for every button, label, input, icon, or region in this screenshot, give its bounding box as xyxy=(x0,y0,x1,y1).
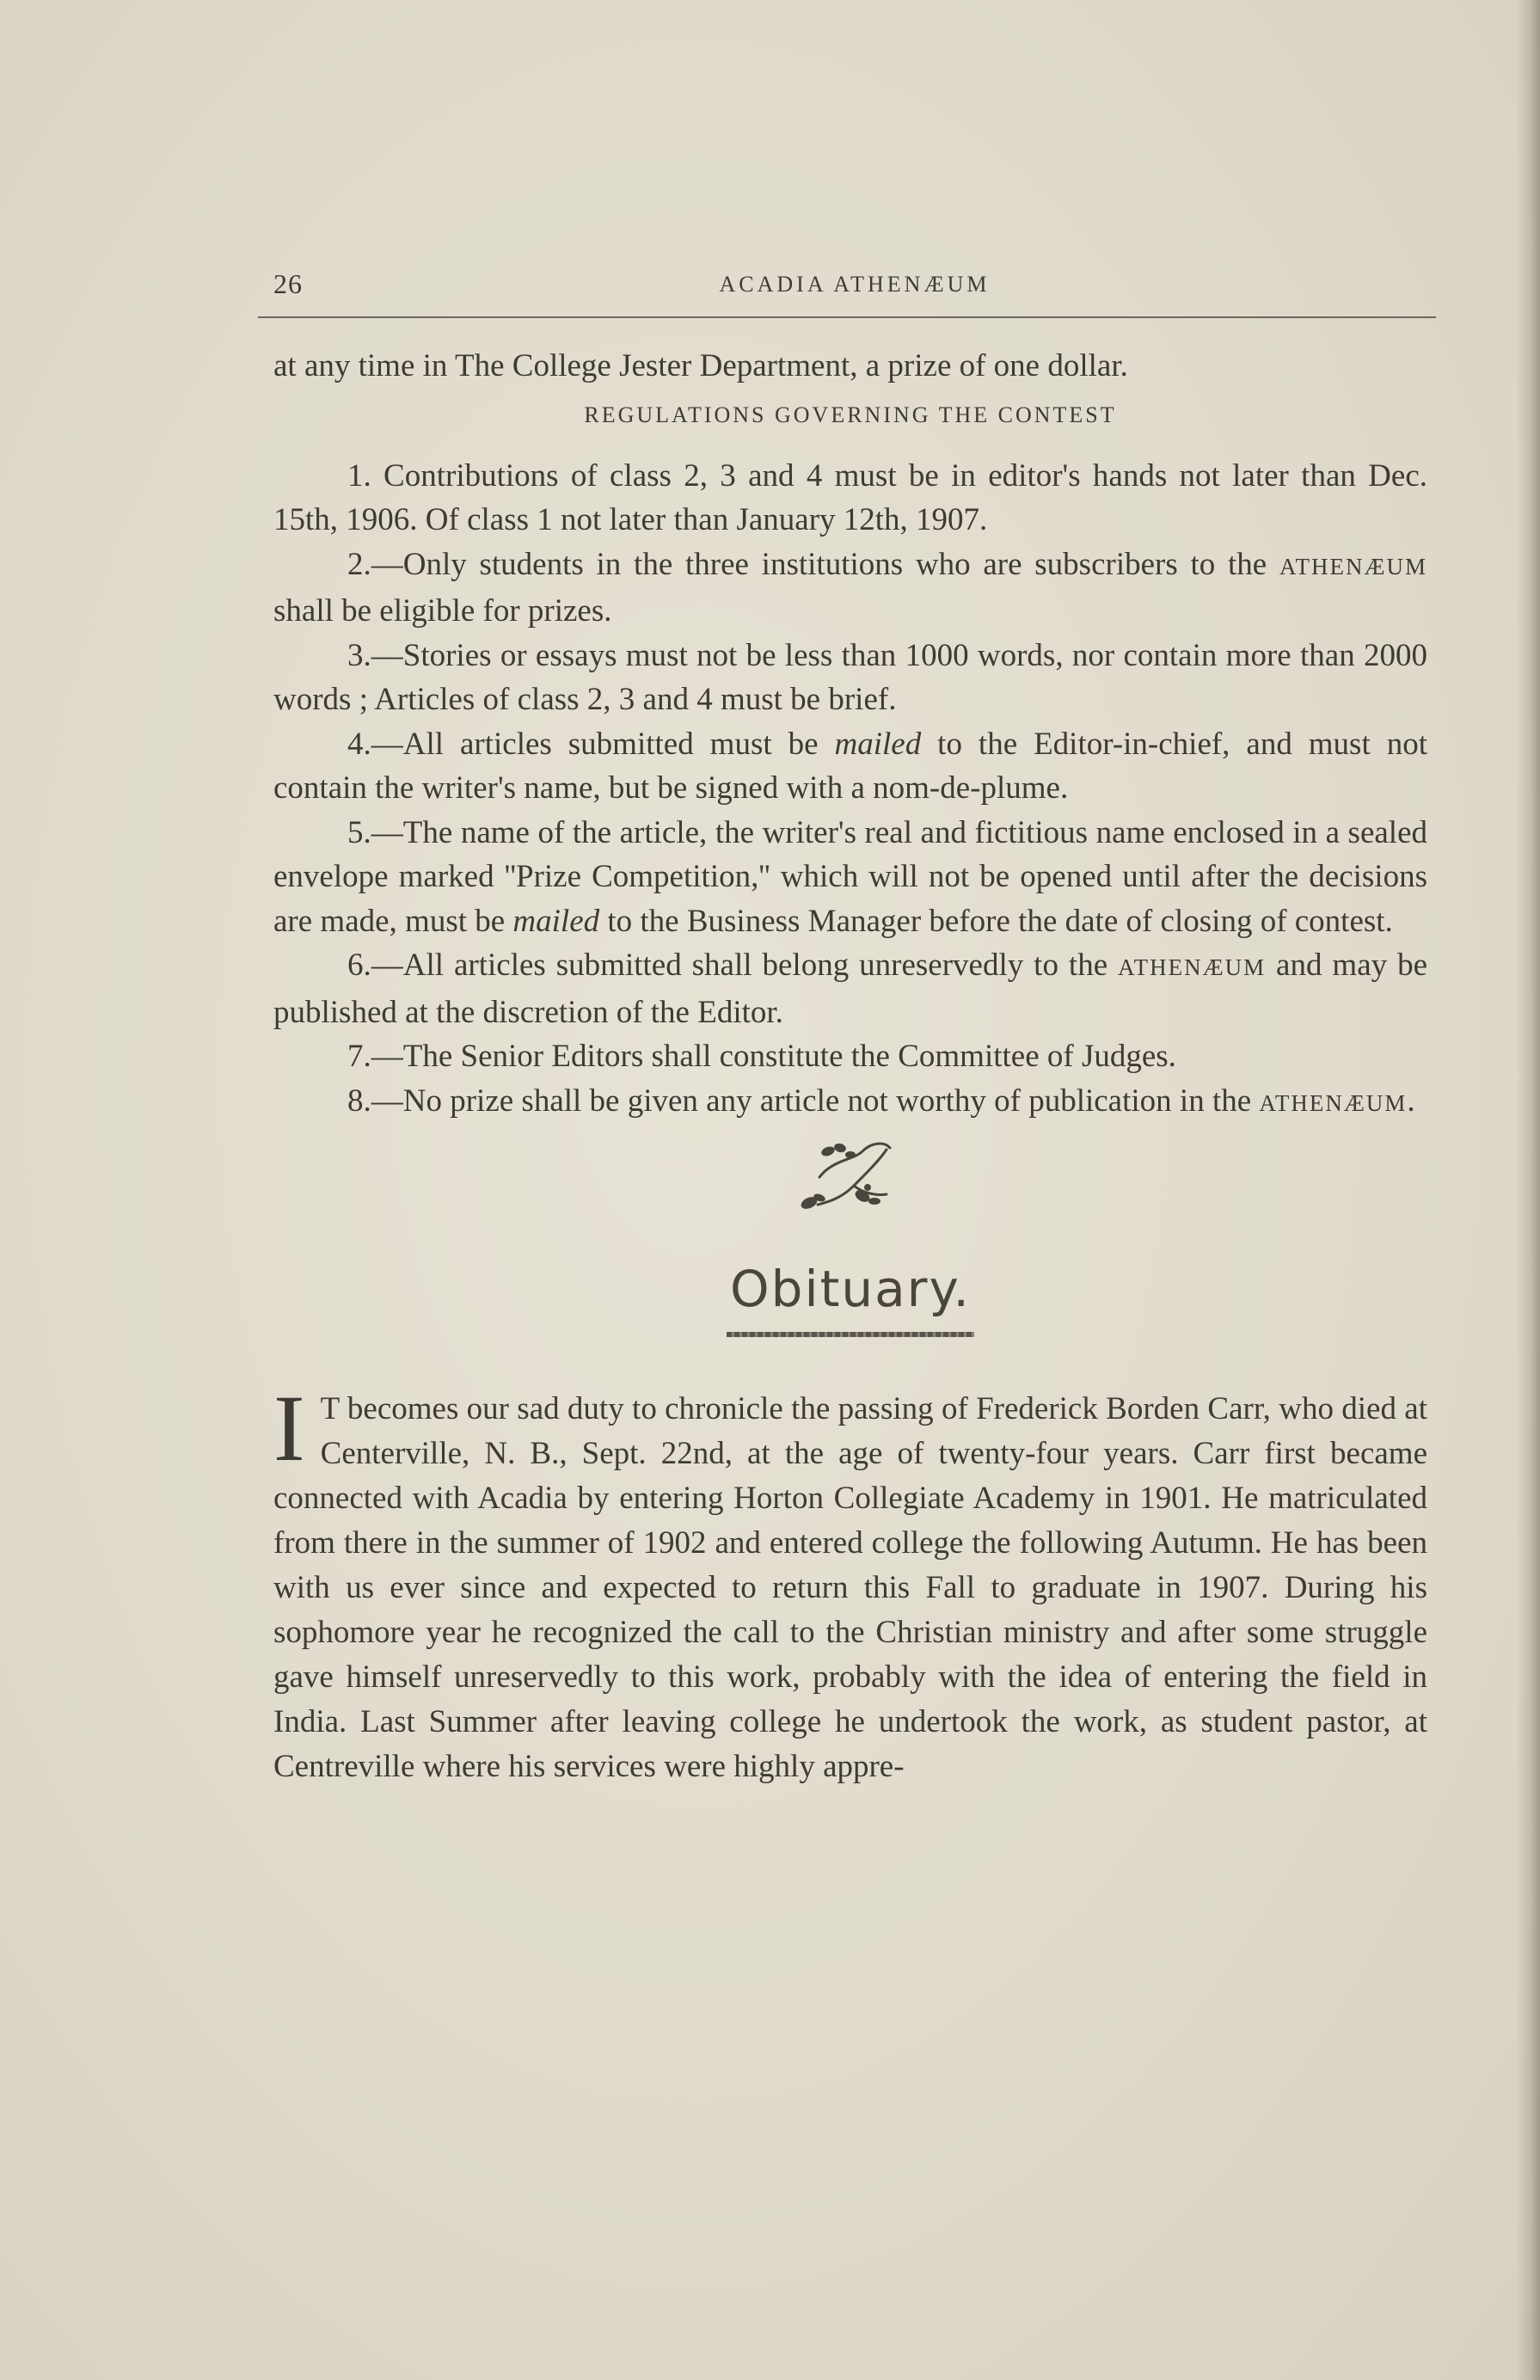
regulation-item xyxy=(273,811,1427,944)
journal-name: ATHENÆUM xyxy=(1259,1089,1408,1116)
regulation-text: 5.—The name of the article, the writer's real and fictitious name enclosed in a sealed envelope marked ''Prize Competition,'' which will not be opened until after the decisions are made, must be xyxy=(273,814,1427,939)
obituary-text: T becomes our sad duty to chronicle the passing of Frederick Borden Carr, who died at Centerville, N. B., Sept. 22nd, at the age of twenty-four years. Carr first became connected with Acadia by entering Horton Collegiate Academy in 1901. He matriculated from there in the summer of 1902 and entered college the following Autumn. He has been with us ever since and expected to return this Fall to graduate in 1907. During his sophomore year he recognized the call to the Christian ministry and after some struggle gave himself unreservedly to this work, probably with the idea of entering the field in India. Last Summer after leaving college he undertook the work, as student pastor, at Centreville where his services were highly appre- xyxy=(273,1391,1427,1784)
drop-cap: I xyxy=(273,1376,305,1481)
journal-name: ATHENÆUM xyxy=(1118,954,1267,980)
regulation-text: 6.—All articles submitted shall belong unreservedly to the xyxy=(347,948,1119,983)
regulation-item: 3.—Stories or essays must not be less than 1000 words, nor contain more than 2000 words ; Articles of class 2, 3 and 4 must be brief. xyxy=(273,637,1427,717)
obituary-rule xyxy=(727,1332,974,1337)
regulation-item xyxy=(273,1079,1427,1126)
page-header xyxy=(273,268,1436,311)
emphasis: mailed xyxy=(834,726,922,762)
regulation-text: 4.—All articles submitted must be xyxy=(347,726,835,762)
regulation-text: . xyxy=(1407,1083,1415,1119)
journal-name: ATHENÆUM xyxy=(1279,553,1427,580)
obituary-title: Obituary. xyxy=(730,1260,971,1318)
regulation-text: 2.—Only students in the three institutions who are subscribers to the xyxy=(347,546,1279,582)
flourish-icon xyxy=(794,1126,905,1229)
obituary-body xyxy=(273,1376,1427,1789)
regulation-text: shall be eligible for prizes. xyxy=(273,593,612,629)
regulation-item xyxy=(273,543,1427,634)
regulation-text: to the Business Manager before the date of closing of contest. xyxy=(599,903,1393,939)
fleuron-ornament xyxy=(273,1126,1427,1254)
intro-line: at any time in The College Jester Department, a prize of one dollar. xyxy=(273,348,1128,383)
regulation-item: 7.—The Senior Editors shall constitute the Committee of Judges. xyxy=(347,1039,1176,1074)
main-content xyxy=(273,344,1427,1789)
running-title: ACADIA ATHENÆUM xyxy=(719,272,991,297)
regulation-text: and may be published at the discretion of the Editor. xyxy=(273,948,1427,1030)
regulations-heading: REGULATIONS GOVERNING THE CONTEST xyxy=(584,402,1117,427)
regulation-text: to the Editor-in-chief, and must not contain the writer's name, but be signed with a nom-de-plume. xyxy=(273,726,1427,806)
regulation-item xyxy=(273,722,1427,811)
regulation-text: 8.—No prize shall be given any article not worthy of publication in the xyxy=(347,1083,1260,1119)
regulation-item xyxy=(273,943,1427,1034)
header-rule xyxy=(258,316,1436,318)
page-edge-shadow xyxy=(1516,0,1540,2380)
emphasis: mailed xyxy=(512,903,600,939)
regulation-item: 1. Contributions of class 2, 3 and 4 must be in editor's hands not later than Dec. 15th, 1906. Of class 1 not later than January 12th, 1907. xyxy=(273,457,1427,537)
page-number: 26 xyxy=(273,268,303,299)
